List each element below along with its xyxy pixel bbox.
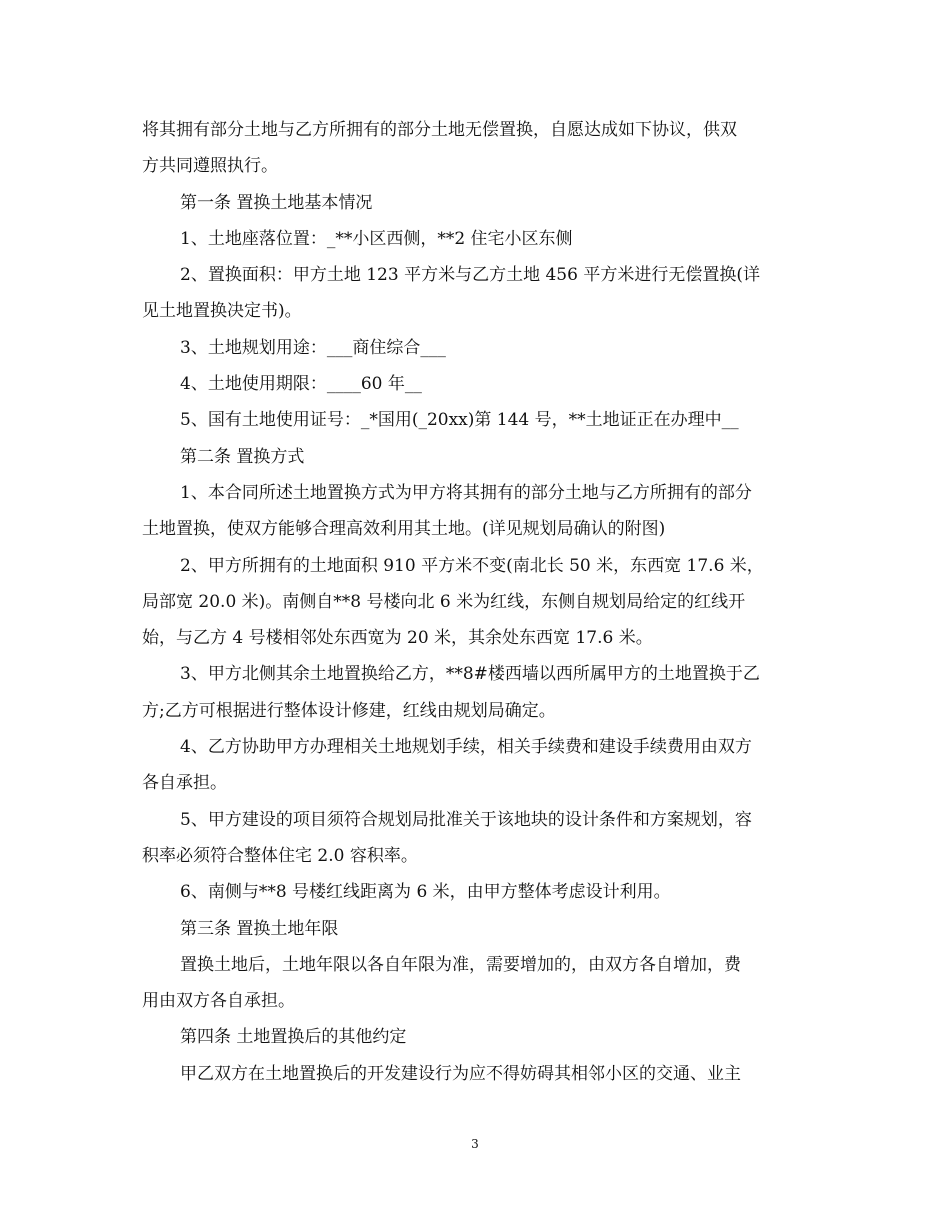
- paragraph-line: 方共同遵照执行。: [142, 156, 278, 177]
- paragraph-line: 土地置换，使双方能够合理高效利用其土地。(详见规划局确认的附图): [142, 519, 666, 540]
- paragraph-line: 2、甲方所拥有的土地面积 910 平方米不变(南北长 50 米，东西宽 17.6 米，: [180, 555, 764, 576]
- section-heading: 第二条 置换方式: [180, 446, 305, 467]
- paragraph-line: 局部宽 20.0 米)。南侧自**8 号楼向北 6 米为红线，东侧自规划局给定的红线开: [142, 591, 746, 612]
- paragraph-line: 见土地置换决定书)。: [142, 301, 302, 322]
- section-heading: 第四条 土地置换后的其他约定: [180, 1027, 407, 1048]
- paragraph-line: 置换土地后，土地年限以各自年限为准，需要增加的，由双方各自增加，费: [180, 954, 741, 975]
- paragraph-line: 1、本合同所述土地置换方式为甲方将其拥有的部分土地与乙方所拥有的部分: [180, 482, 752, 503]
- paragraph-line: 各自承担。: [142, 773, 227, 794]
- paragraph-line: 将其拥有部分土地与乙方所拥有的部分土地无偿置换，自愿达成如下协议，供双: [142, 120, 737, 140]
- paragraph-line: 甲乙双方在土地置换后的开发建设行为应不得妨碍其相邻小区的交通、业主: [180, 1063, 741, 1084]
- paragraph-line: 3、甲方北侧其余土地置换给乙方，**8#楼西墙以西所属甲方的土地置换于乙: [180, 664, 760, 685]
- paragraph-line: 方;乙方可根据进行整体设计修建，红线由规划局确定。: [142, 700, 556, 721]
- paragraph-line: 4、乙方协助甲方办理相关土地规划手续，相关手续费和建设手续费用由双方: [180, 737, 752, 758]
- paragraph-line: 5、国有土地使用证号：_*国用(_20xx)第 144 号，**土地证正在办理中__: [180, 410, 739, 431]
- paragraph-line: 4、土地使用期限：____60 年__: [180, 374, 422, 395]
- paragraph-line: 1、土地座落位置：_**小区西侧，**2 住宅小区东侧: [180, 228, 573, 249]
- paragraph-line: 始，与乙方 4 号楼相邻处东西宽为 20 米，其余处东西宽 17.6 米。: [142, 628, 653, 649]
- paragraph-line: 用由双方各自承担。: [142, 991, 295, 1012]
- paragraph-line: 6、南侧与**8 号楼红线距离为 6 米，由甲方整体考虑设计利用。: [180, 882, 671, 903]
- paragraph-line: 3、土地规划用途：___商住综合___: [180, 337, 446, 358]
- section-heading: 第三条 置换土地年限: [180, 918, 339, 939]
- paragraph-line: 积率必须符合整体住宅 2.0 容积率。: [142, 845, 418, 866]
- page-number: 3: [471, 1137, 479, 1151]
- document-body: [142, 112, 812, 1092]
- paragraph-line: 5、甲方建设的项目须符合规划局批准关于该地块的设计条件和方案规划，容: [180, 809, 752, 830]
- section-heading: 第一条 置换土地基本情况: [180, 192, 373, 213]
- paragraph-line: 2、置换面积：甲方土地 123 平方米与乙方土地 456 平方米进行无偿置换(详: [180, 265, 760, 286]
